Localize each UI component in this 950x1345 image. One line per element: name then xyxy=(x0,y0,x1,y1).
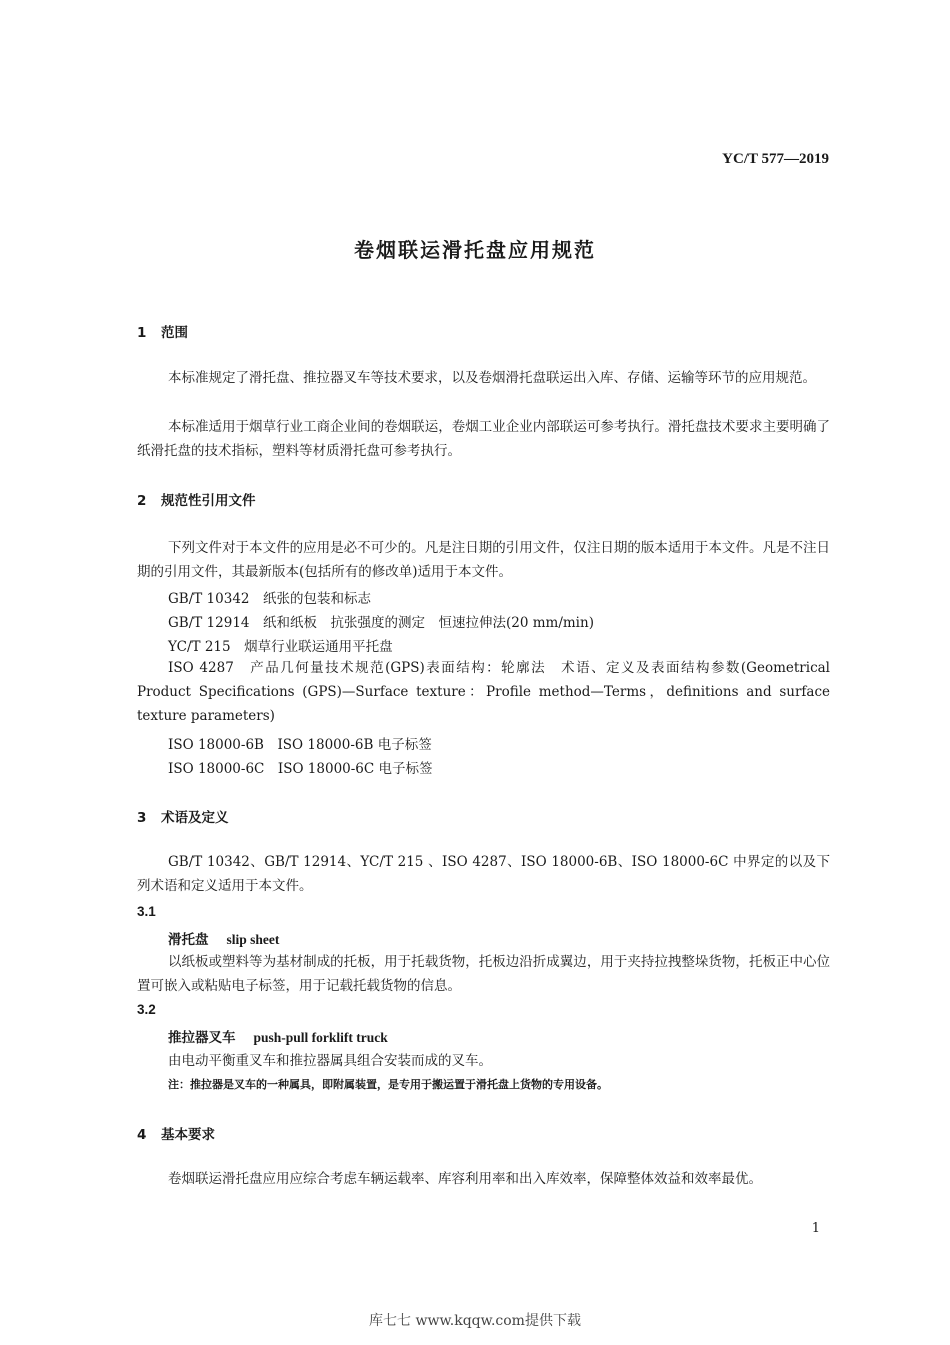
reference-item: YC/T 215 烟草行业联运通用平托盘 xyxy=(168,639,393,655)
download-footer: 库七七 www.kqqw.com提供下载 xyxy=(369,1313,581,1329)
section-number: 4 xyxy=(137,1127,147,1143)
document-title: 卷烟联运滑托盘应用规范 xyxy=(354,238,596,262)
reference-item: GB/T 10342 纸张的包装和标志 xyxy=(168,591,371,607)
section-title: 规范性引用文件 xyxy=(161,493,256,509)
section-number: 1 xyxy=(137,325,147,341)
page-number: 1 xyxy=(811,1221,820,1236)
section-title: 术语及定义 xyxy=(161,810,229,826)
reference-item: ISO 18000-6B ISO 18000-6B 电子标签 xyxy=(168,737,432,753)
section-1-heading xyxy=(137,321,188,341)
references-intro: 下列文件对于本文件的应用是必不可少的。凡是注日期的引用文件，仅注日期的版本适用于本文件。凡是不注日期的引用文件，其最新版本(包括所有的修改单)适用于本文件。 xyxy=(137,540,830,580)
scope-paragraph-1: 本标准规定了滑托盘、推拉器叉车等技术要求，以及卷烟滑托盘联运出入库、存储、运输等环节的应用规范。 xyxy=(168,370,816,386)
term-name: 推拉器叉车 push-pull forklift truck xyxy=(168,1030,388,1046)
term-name: 滑托盘 slip sheet xyxy=(168,932,280,948)
term-definition: 由电动平衡重叉车和推拉器属具组合安装而成的叉车。 xyxy=(168,1053,492,1069)
term-definition: 以纸板或塑料等为基材制成的托板，用于托载货物，托板边沿折成翼边，用于夹持拉拽整垛货物，托板正中心位置可嵌入或粘贴电子标签，用于记载托载货物的信息。 xyxy=(137,954,830,994)
section-number: 3 xyxy=(137,810,147,826)
section-4-heading xyxy=(137,1123,215,1143)
scope-paragraph-2: 本标准适用于烟草行业工商企业间的卷烟联运，卷烟工业企业内部联运可参考执行。滑托盘技术要求主要明确了纸滑托盘的技术指标，塑料等材质滑托盘可参考执行。 xyxy=(137,419,830,459)
reference-item: ISO 18000-6C ISO 18000-6C 电子标签 xyxy=(168,761,433,777)
section-title: 基本要求 xyxy=(161,1127,215,1143)
term-note: 注：推拉器是叉车的一种属具，即附属装置，是专用于搬运置于滑托盘上货物的专用设备。 xyxy=(168,1078,608,1091)
reference-item-iso4287: ISO 4287 产品几何量技术规范(GPS)表面结构：轮廓法 术语、定义及表面结构参数(Geometrical Product Specifications (GPS)—Surface texture：Profile method—Terms，definitions and surface texture parameters) xyxy=(137,660,830,724)
section-title: 范围 xyxy=(161,325,188,341)
reference-item: GB/T 12914 纸和纸板 抗张强度的测定 恒速拉伸法(20 mm/min) xyxy=(168,615,594,631)
section-number: 2 xyxy=(137,493,147,509)
term-number: 3.2 xyxy=(137,1002,156,1017)
section-3-heading xyxy=(137,806,229,826)
standard-code: YC/T 577—2019 xyxy=(722,151,829,167)
term-number: 3.1 xyxy=(137,904,156,919)
basic-requirements-paragraph: 卷烟联运滑托盘应用应综合考虑车辆运载率、库容利用率和出入库效率，保障整体效益和效率最优。 xyxy=(168,1171,762,1187)
terms-intro: GB/T 10342、GB/T 12914、YC/T 215 、ISO 4287、ISO 18000-6B、ISO 18000-6C 中界定的以及下列术语和定义适用于本文件。 xyxy=(137,854,830,894)
section-2-heading xyxy=(137,489,256,509)
